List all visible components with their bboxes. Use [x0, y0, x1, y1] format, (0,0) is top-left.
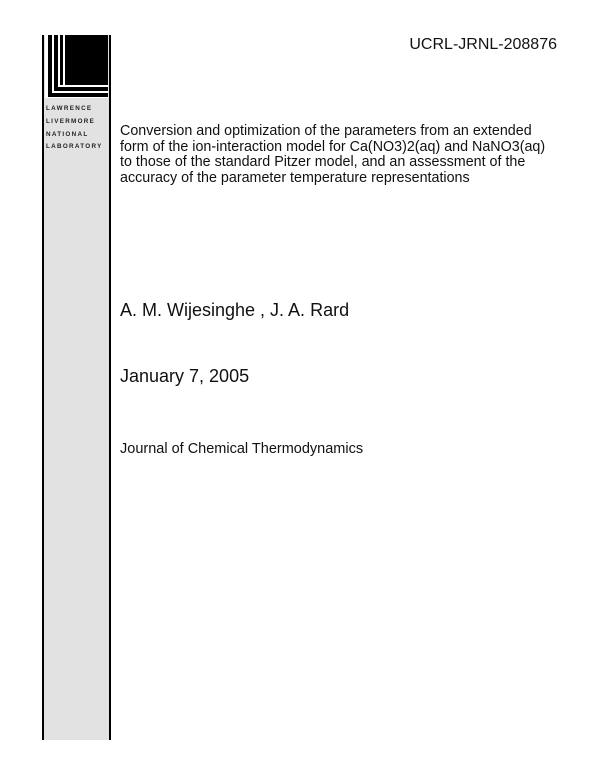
llnl-logo-icon [45, 35, 108, 98]
lab-name-line: LIVERMORE [46, 117, 96, 125]
lab-name-line: LABORATORY [46, 143, 103, 151]
lab-name-line: NATIONAL [46, 130, 89, 138]
journal-name: Journal of Chemical Thermodynamics [120, 441, 364, 457]
report-number: UCRL-JRNL-208876 [409, 36, 557, 53]
publication-date: January 7, 2005 [120, 366, 250, 386]
lab-name [46, 103, 110, 154]
document-title: Conversion and optimization of the parameters from an extended form of the ion-interaction model for Ca(NO3)2(aq) and NaNO3(aq) to those of the standard Pitzer model, and an assessment of the accuracy of the parameter temperature representations [120, 123, 546, 186]
authors: A. M. Wijesinghe , J. A. Rard [120, 300, 350, 320]
lab-name-line: LAWRENCE [46, 105, 93, 112]
